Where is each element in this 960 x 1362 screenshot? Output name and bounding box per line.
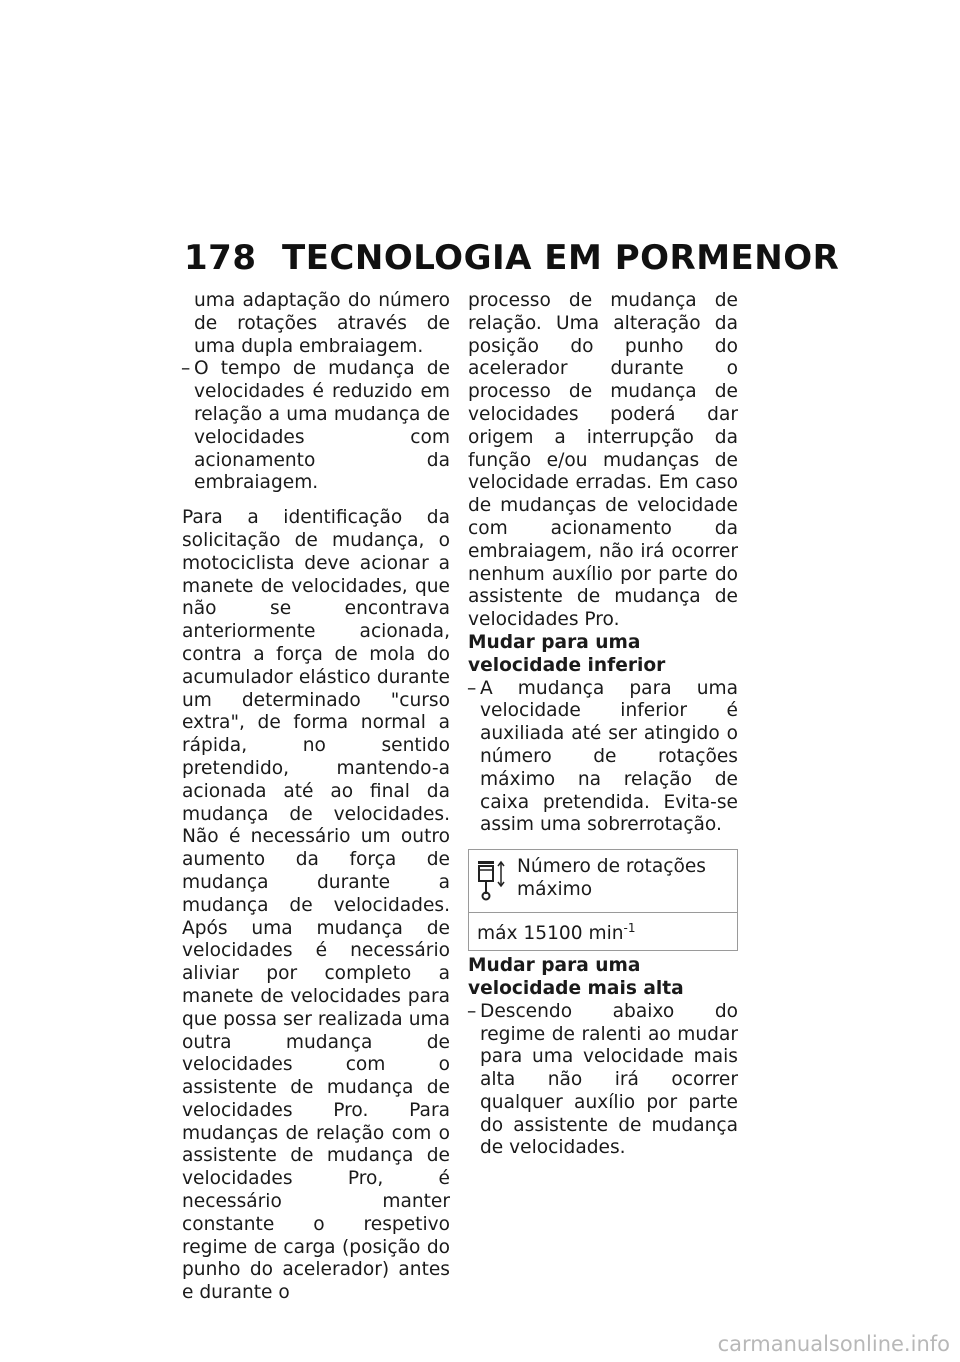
spec-value-row [469,913,737,950]
section-heading-downshift: Mudar para uma velocidade inferior [468,631,666,676]
dash-list-left [182,358,450,495]
right-column [468,290,738,1160]
dash-list-downshift [468,678,738,838]
list-item: – Descendo abaixo do regime de ralenti ao mudar para uma velocidade mais alta não irá ocorrer qualquer auxílio por parte do assistente de mudança de velocidades. [468,1001,738,1161]
watermark: carmanualsonline.info [717,1332,950,1356]
spec-value: máx 15100 min [477,923,624,945]
section-heading-upshift: Mudar para uma velocidade mais alta [468,955,684,999]
spec-exponent: -1 [623,921,636,936]
spec-table [468,849,738,951]
page-number: 178 [184,238,257,278]
list-item: – O tempo de mudança de velocidades é reduzido em relação a uma mudança de velocidades com acionamento da embraiagem. [182,358,450,495]
page-header [184,238,839,278]
body-paragraph: Para a identificação da solicitação de mudança, o motociclista deve acionar a manete de velocidades, que não se encontrava anteriormente acionada, contra a força de mola do acumulador elástico durante um determinado "curso extra", de forma normal a rápida, no sentido pretendido, mantendo-a acionada até ao final da mudança de velocidades. Não é necessário um outro aumento da força de mudança durante a mudança de velocidades. Após uma mudança de velocidades é necessário aliviar por completo a manete de velocidades para que possa ser realizada uma outra mudança de velocidades com o assistente de mudança de velocidades Pro. Para mudanças de relação com o assistente de mudança de velocidades Pro, é necessário manter constante o respetivo regime de carga (posição do punho do acelerador) antes e durante o [182,507,450,1304]
left-column [182,290,450,1305]
body-paragraph-continued: processo de mudança de relação. Uma alteração da posição do punho do acelerador durante o processo de mudança de velocidades poderá dar origem a interrupção da função e/ou mudanças de velocidade erradas. Em caso de mudanças de velocidade com acionamento da embraiagem, não irá ocorrer nenhum auxílio por parte do assistente de mudança de velocidades Pro. [468,290,738,631]
dash-list-upshift [468,1001,738,1161]
list-item: – A mudança para uma velocidade inferior é auxiliada até ser atingido o número de rotações máximo na relação de caixa pretendida. Evita-se assim uma sobrerrotação. [468,678,738,838]
spec-header [469,850,737,913]
spec-label: Número de rotações máximo [517,856,706,900]
list-item-continuation: uma adaptação do número de rotações através de uma dupla embraiagem. [194,290,450,357]
page-title: TECNOLOGIA EM PORMENOR [282,238,840,278]
engine-piston-icon [475,858,507,904]
